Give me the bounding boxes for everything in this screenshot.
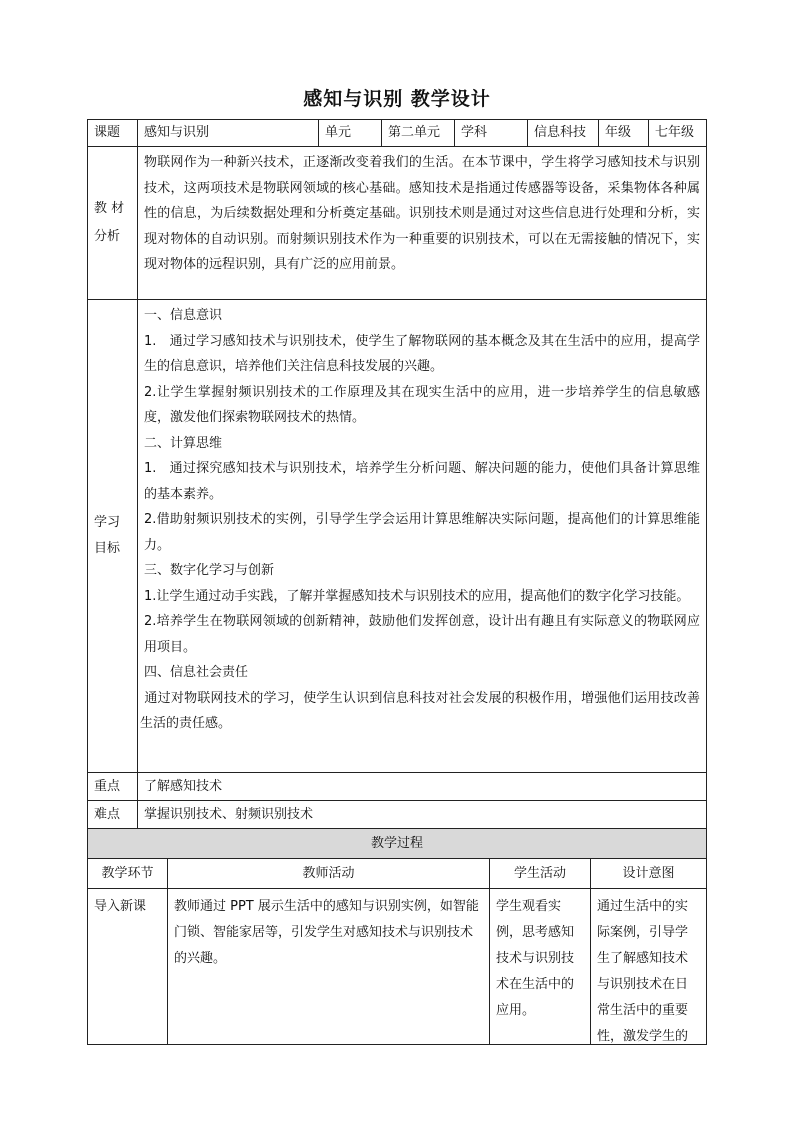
table-row-intent [590, 889, 707, 1045]
page-title: 感知与识别 教学设计 [303, 88, 491, 110]
material-label-line2: 分析 [94, 229, 121, 244]
goals-label-line2: 目标 [94, 541, 121, 556]
goal-item: 1. 通过学习感知技术与识别技术，使学生了解物联网的基本概念及其在生活中的应用，提高学生的信息意识，培养他们关注信息科技发展的兴趣。 [144, 333, 700, 374]
column-header-intent: 设计意图 [590, 859, 707, 889]
goal-item: 2.培养学生在物联网领域的创新精神，鼓励他们发挥创意，设计出有趣且有实际意义的物联网应用项目。 [144, 614, 700, 655]
column-header-student: 学生活动 [489, 859, 590, 889]
course-value: 感知与识别 [137, 119, 318, 147]
process-title: 教学过程 [87, 829, 707, 859]
key-point-value: 了解感知技术 [137, 773, 707, 801]
goal-item: 2.借助射频识别技术的实例，引导学生学会运用计算思维解决实际问题，提高他们的计算思维能力。 [144, 512, 700, 553]
grade-value: 七年级 [648, 119, 707, 147]
table-row-teacher [167, 889, 489, 1045]
goal-item: 通过对物联网技术的学习，使学生认识到信息科技对社会发展的积极作用，增强他们运用技改善生活的责任感。 [140, 690, 700, 731]
table-row-student [489, 889, 590, 1045]
subject-value: 信息科技 [527, 119, 598, 147]
goal-heading-2: 二、计算思维 [144, 435, 223, 451]
key-point-label: 重点 [87, 773, 137, 801]
difficult-point-label: 难点 [87, 801, 137, 829]
student-activity-text: 学生观看实例，思考感知技术与识别技术在生活中的应用。 [496, 899, 575, 1018]
goals-label-line1: 学习 [94, 515, 121, 530]
unit-value: 第二单元 [381, 119, 454, 147]
goal-item: 2.让学生掌握射频识别技术的工作原理及其在现实生活中的应用，进一步培养学生的信息敏感度，激发他们探索物联网技术的热情。 [144, 384, 700, 425]
column-header-stage: 教学环节 [87, 859, 167, 889]
material-label-line1: 教 材 [94, 201, 125, 216]
unit-label: 单元 [318, 119, 381, 147]
goals-text-cell [137, 300, 707, 773]
grade-label: 年级 [598, 119, 648, 147]
difficult-point-value: 掌握识别技术、射频识别技术 [137, 801, 707, 829]
subject-label: 学科 [454, 119, 527, 147]
goal-heading-1: 一、信息意识 [144, 308, 223, 323]
goals-label [87, 300, 137, 773]
material-text-cell [137, 147, 707, 300]
material-label [87, 147, 137, 300]
goal-heading-3: 三、数字化学习与创新 [144, 563, 275, 578]
design-intent-text: 通过生活中的实际案例，引导学生了解感知技术与识别技术在日常生活中的重要性，激发学生的 [597, 899, 689, 1044]
column-header-teacher: 教师活动 [167, 859, 489, 889]
teacher-activity-text: 教师通过 PPT 展示生活中的感知与识别实例，如智能门锁、智能家居等，引发学生对感知技术与识别技术的兴趣。 [174, 899, 479, 966]
table-row-stage [87, 889, 167, 1045]
stage-text: 导入新课 [94, 899, 147, 914]
goal-heading-4: 四、信息社会责任 [144, 665, 249, 680]
course-label: 课题 [87, 119, 137, 147]
material-text: 物联网作为一种新兴技术，正逐渐改变着我们的生活。在本节课中，学生将学习感知技术与识别技术，这两项技术是物联网领域的核心基础。感知技术是指通过传感器等设备，采集物体各种属性的信息，为后续数据处理和分析奠定基础。识别技术则是通过对这些信息进行处理和分析，实现对物体的自动识别。而射频识别技术作为一种重要的识别技术，可以在无需接触的情况下，实现对物体的远程识别，具有广泛的应用前景。 [144, 155, 700, 272]
goal-item: 1.让学生通过动手实践，了解并掌握感知技术与识别技术的应用，提高他们的数字化学习技能。 [144, 588, 690, 604]
goal-item: 1. 通过探究感知技术与识别技术，培养学生分析问题、解决问题的能力，使他们具备计算思维的基本素养。 [144, 461, 700, 502]
